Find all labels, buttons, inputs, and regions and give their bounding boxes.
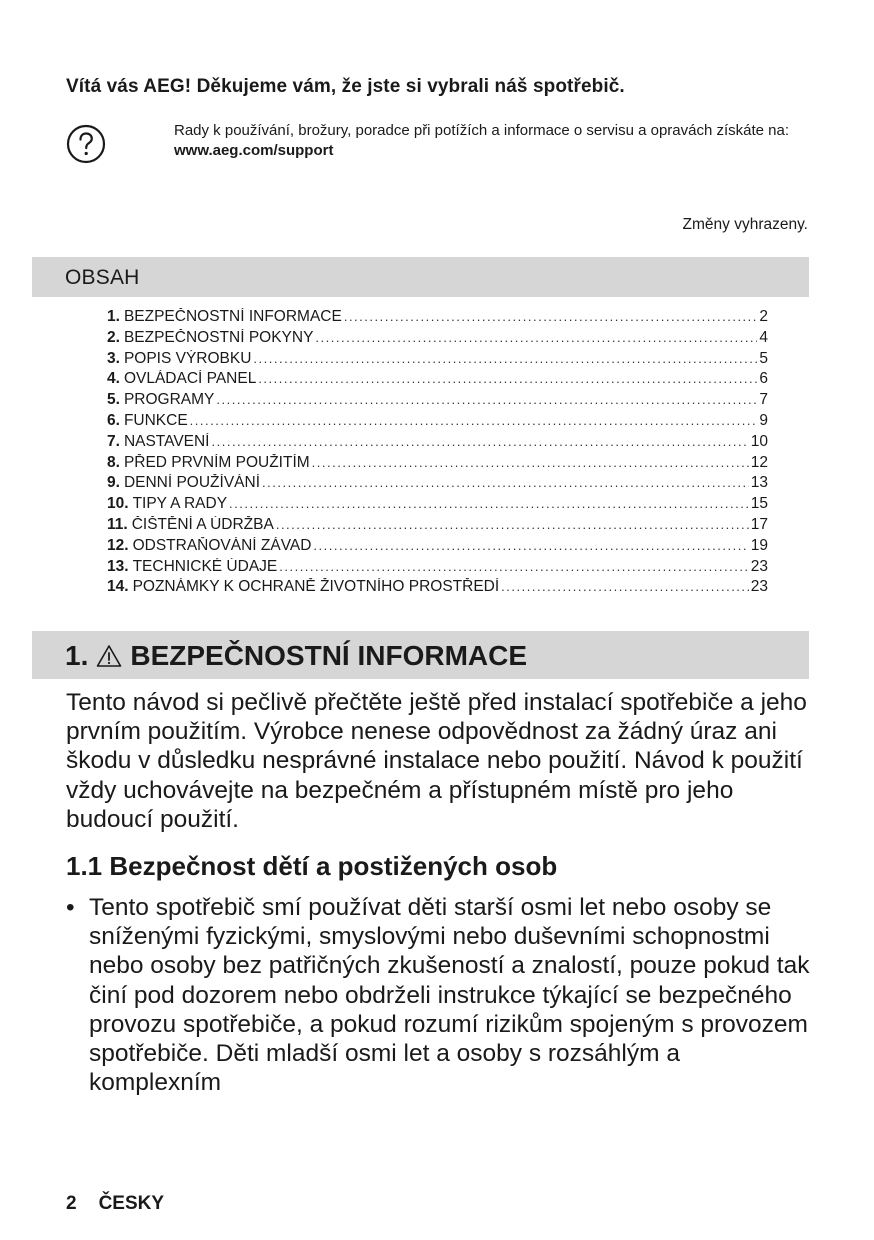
toc-item[interactable] [107,308,768,329]
toc-item-label: OVLÁDACÍ PANEL [123,370,257,388]
support-url-link[interactable]: www.aeg.com/support [174,142,334,159]
toc-leader-dots [312,455,749,470]
toc-leader-dots [279,559,749,574]
toc-item[interactable] [107,558,768,579]
toc-item-label: DENNÍ POUŽÍVÁNÍ [123,474,261,492]
toc-item-page: 7 [759,391,768,409]
toc-leader-dots [262,475,749,490]
toc-item-page: 23 [750,557,768,575]
toc-item-number: 6. [107,411,120,429]
toc-title: OBSAH [65,266,140,289]
toc-leader-dots [258,371,757,386]
toc-item[interactable] [107,433,768,454]
toc-item-number: 4. [107,370,120,388]
toc-item-number: 8. [107,453,120,471]
toc-item[interactable] [107,474,768,495]
toc-item[interactable] [107,350,768,371]
support-info-text: Rady k používání, brožury, poradce při potížích a informace o servisu a opravách získáte na: [174,122,790,139]
question-circle-icon [66,124,106,164]
section-number: 1. [65,640,89,671]
toc-item[interactable] [107,495,768,516]
footer-language: ČESKY [98,1193,165,1214]
toc-item-page: 5 [759,349,768,367]
toc-leader-dots [212,434,749,449]
section-title-text: BEZPEČNOSTNÍ INFORMACE [130,640,528,671]
toc-item-number: 5. [107,391,120,409]
bullet-text: Tento spotřebič smí používat děti starší osmi let nebo osoby se sníženými fyzickými, smyslovými nebo duševními schopnostmi nebo osoby bez patřičných zkušeností a znalostí, pouze pokud tak činí pod dozorem nebo obdrželi instrukce týkající se bezpečného provozu spotřebiče, a pokud rozumí rizikům spojeným s provozem spotřebiče. Děti mladší osmi let a osoby s rozsáhlým a komplexním [89,894,810,1097]
toc-item-label: PROGRAMY [123,391,215,409]
toc-item[interactable] [107,454,768,475]
welcome-heading: Vítá vás AEG! Děkujeme vám, že jste si vybrali náš spotřebič. [66,76,625,97]
toc-leader-dots [190,413,758,428]
section-title [65,640,527,672]
page-footer [66,1193,164,1215]
toc-item-page: 9 [759,411,768,429]
toc-item-label: ČIŠTĚNÍ A ÚDRŽBA [131,515,274,533]
toc-item-label: ODSTRAŇOVÁNÍ ZÁVAD [132,536,312,554]
toc-item-number: 13. [107,557,129,575]
page-number: 2 [66,1193,77,1214]
toc-item-label: TIPY A RADY [132,495,228,513]
toc-item-label: PŘED PRVNÍM POUŽITÍM [123,453,310,471]
toc-item-page: 23 [750,578,768,596]
toc-item[interactable] [107,370,768,391]
toc-item-label: TECHNICKÉ ÚDAJE [132,557,278,575]
toc-leader-dots [344,309,758,324]
bullet-mark: • [66,894,75,921]
toc-item-page: 6 [759,370,768,388]
toc-leader-dots [253,351,757,366]
toc-item[interactable] [107,391,768,412]
warning-triangle-icon [96,644,122,668]
toc-item-number: 9. [107,474,120,492]
toc-item-page: 13 [750,474,768,492]
toc-item[interactable] [107,412,768,433]
toc-item-label: FUNKCE [123,411,188,429]
toc-item-number: 7. [107,432,120,450]
toc-item-number: 2. [107,328,120,346]
toc-leader-dots [501,579,749,594]
toc-item-number: 3. [107,349,120,367]
toc-item-number: 14. [107,578,129,596]
toc-item-number: 12. [107,536,129,554]
toc-item-page: 2 [759,308,768,325]
support-info [174,121,814,161]
bullet-item [66,893,816,1097]
table-of-contents [107,308,768,599]
toc-item-page: 19 [750,536,768,554]
toc-item[interactable] [107,329,768,350]
toc-header-bar [32,257,809,297]
intro-paragraph: Tento návod si pečlivě přečtěte ještě před instalací spotřebiče a jeho prvním použitím. Výrobce nenese odpovědnost za žádný úraz ani škodu v důsledku nesprávné instalace nebo použití. Návod k použití vždy uchovávejte na bezpečném a přístupném místě pro jeho budoucí použití. [66,689,807,833]
toc-leader-dots [216,392,757,407]
toc-leader-dots [229,496,749,511]
toc-item[interactable] [107,537,768,558]
toc-leader-dots [313,538,748,553]
section-header-bar [32,631,809,679]
toc-item-label: POPIS VÝROBKU [123,349,252,367]
toc-item-number: 1. [107,308,120,325]
toc-item-page: 15 [750,495,768,513]
toc-item-label: BEZPEČNOSTNÍ INFORMACE [123,308,342,325]
toc-leader-dots [315,330,757,345]
toc-item[interactable] [107,516,768,537]
toc-item-page: 12 [750,453,768,471]
toc-item-label: POZNÁMKY K OCHRANĚ ŽIVOTNÍHO PROSTŘEDÍ [132,578,500,596]
toc-item-label: BEZPEČNOSTNÍ POKYNY [123,328,314,346]
toc-leader-dots [276,517,749,532]
toc-item[interactable] [107,578,768,599]
toc-item-label: NASTAVENÍ [123,432,210,450]
toc-item-number: 11. [107,515,128,533]
changes-note: Změny vyhrazeny. [682,216,808,233]
toc-item-page: 10 [750,432,768,450]
toc-item-page: 4 [759,328,768,346]
toc-item-number: 10. [107,495,129,513]
subsection-heading: 1.1 Bezpečnost dětí a postižených osob [66,851,558,881]
toc-item-page: 17 [750,515,768,533]
